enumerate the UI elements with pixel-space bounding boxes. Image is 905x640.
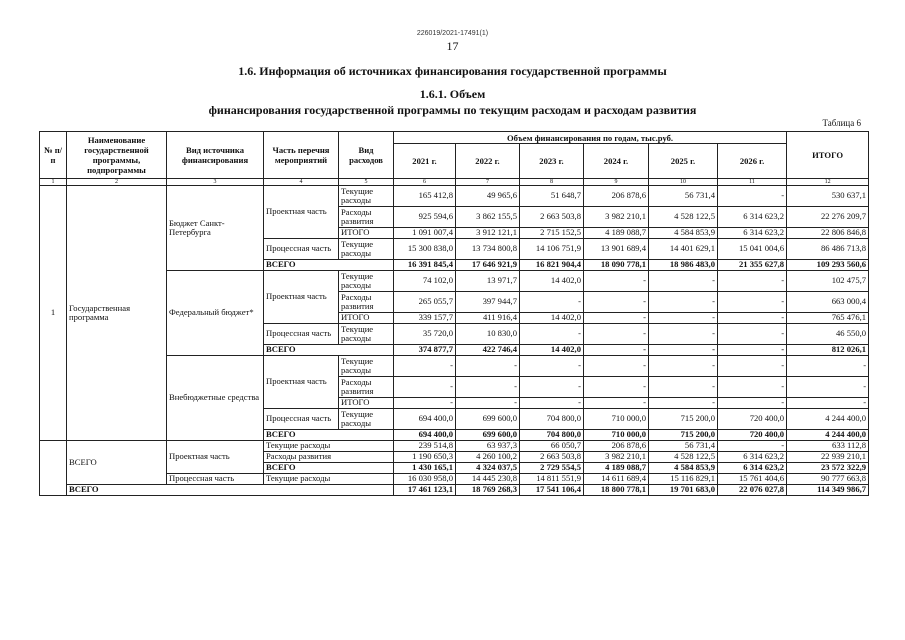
value-cell: 704 800,0 (520, 409, 584, 430)
value-cell: 2 663 503,8 (520, 207, 584, 228)
value-cell: 17 541 106,4 (520, 485, 584, 496)
header-col-total: ИТОГО (787, 132, 869, 179)
part-name: Процессная часть (264, 409, 339, 430)
value-cell: 411 916,4 (456, 313, 520, 324)
value-cell: 4 260 100,2 (456, 452, 520, 463)
header-index: 7 (456, 179, 520, 186)
header-year: 2025 г. (649, 144, 718, 179)
value-cell: 17 461 123,1 (394, 485, 456, 496)
value-cell: 66 050,7 (520, 441, 584, 452)
expense-type: Текущие расходы (264, 441, 394, 452)
value-cell: 422 746,4 (456, 345, 520, 356)
value-cell: 74 102,0 (394, 271, 456, 292)
value-cell: - (718, 271, 787, 292)
value-cell: 14 401 629,1 (649, 239, 718, 260)
value-cell: - (394, 398, 456, 409)
value-cell: - (520, 356, 584, 377)
value-cell: 206 878,6 (584, 441, 649, 452)
value-cell: 14 611 689,4 (584, 474, 649, 485)
value-cell: - (718, 398, 787, 409)
value-cell: - (718, 186, 787, 207)
expense-type: Текущие расходы (339, 239, 394, 260)
value-cell: - (394, 356, 456, 377)
value-cell: - (787, 398, 869, 409)
value-cell: 3 862 155,5 (456, 207, 520, 228)
header-index: 10 (649, 179, 718, 186)
value-cell: 530 637,1 (787, 186, 869, 207)
value-cell: 49 965,6 (456, 186, 520, 207)
value-cell: 18 769 268,3 (456, 485, 520, 496)
value-cell: - (584, 324, 649, 345)
value-cell: 633 112,8 (787, 441, 869, 452)
value-cell: 109 293 560,6 (787, 260, 869, 271)
total-label: ВСЕГО (264, 430, 394, 441)
value-cell: 206 878,6 (584, 186, 649, 207)
value-cell: 16 391 845,4 (394, 260, 456, 271)
value-cell: 715 200,0 (649, 430, 718, 441)
empty-cell (40, 441, 67, 496)
value-cell: 51 648,7 (520, 186, 584, 207)
expense-type: Текущие расходы (339, 324, 394, 345)
value-cell: 22 076 027,8 (718, 485, 787, 496)
expense-type: Расходы развития (339, 207, 394, 228)
value-cell: 694 400,0 (394, 409, 456, 430)
value-cell: 1 190 650,3 (394, 452, 456, 463)
value-cell: - (584, 356, 649, 377)
value-cell: 23 572 322,9 (787, 463, 869, 474)
value-cell: 2 663 503,8 (520, 452, 584, 463)
value-cell: 22 939 210,1 (787, 452, 869, 463)
row-number: 1 (40, 186, 67, 441)
value-cell: 56 731,4 (649, 186, 718, 207)
header-col-type: Вид расходов (339, 132, 394, 179)
subsection-subtitle: финансирования государственной программы по текущим расходам и расходам развития (208, 103, 697, 117)
header-index: 11 (718, 179, 787, 186)
header-index: 1 (40, 179, 67, 186)
grand-total-label: ВСЕГО (67, 485, 394, 496)
total-label: ВСЕГО (264, 345, 394, 356)
value-cell: 14 402,0 (520, 345, 584, 356)
header-col-source: Вид источника финансирования (167, 132, 264, 179)
total-label: ВСЕГО (264, 463, 394, 474)
section-heading: 1.6. Информация об источниках финансирования государственной программы (238, 64, 667, 78)
value-cell: 35 720,0 (394, 324, 456, 345)
value-cell: 6 314 623,2 (718, 463, 787, 474)
value-cell: 6 314 623,2 (718, 452, 787, 463)
expense-type: ИТОГО (339, 398, 394, 409)
value-cell: 699 600,0 (456, 430, 520, 441)
value-cell: 14 402,0 (520, 271, 584, 292)
value-cell: 710 000,0 (584, 409, 649, 430)
value-cell: 14 106 751,9 (520, 239, 584, 260)
part-name: Проектная часть (264, 271, 339, 324)
value-cell: 715 200,0 (649, 409, 718, 430)
part-name: Проектная часть (264, 186, 339, 239)
value-cell: 4 584 853,9 (649, 228, 718, 239)
financing-table (39, 131, 869, 496)
value-cell: 18 986 483,0 (649, 260, 718, 271)
value-cell: - (718, 356, 787, 377)
value-cell: 18 090 778,1 (584, 260, 649, 271)
value-cell: 13 901 689,4 (584, 239, 649, 260)
header-index: 2 (67, 179, 167, 186)
value-cell: 165 412,8 (394, 186, 456, 207)
value-cell: 704 800,0 (520, 430, 584, 441)
value-cell: 4 324 037,5 (456, 463, 520, 474)
header-index: 6 (394, 179, 456, 186)
value-cell: 2 729 554,5 (520, 463, 584, 474)
value-cell: 6 314 623,2 (718, 207, 787, 228)
value-cell: 694 400,0 (394, 430, 456, 441)
header-index: 12 (787, 179, 869, 186)
value-cell: - (649, 292, 718, 313)
value-cell: - (456, 356, 520, 377)
header-index: 3 (167, 179, 264, 186)
expense-type: Текущие расходы (339, 186, 394, 207)
subsection-heading: 1.6.1. Объем (419, 87, 486, 101)
value-cell: 22 276 209,7 (787, 207, 869, 228)
value-cell: - (649, 324, 718, 345)
all-sources-label: ВСЕГО (67, 441, 167, 485)
header-index: 4 (264, 179, 339, 186)
value-cell: 22 806 846,8 (787, 228, 869, 239)
value-cell: 3 982 210,1 (584, 452, 649, 463)
value-cell: 3 912 121,1 (456, 228, 520, 239)
value-cell: 18 800 778,1 (584, 485, 649, 496)
part-name: Проектная часть (264, 356, 339, 409)
table-row (40, 441, 869, 452)
value-cell: 663 000,4 (787, 292, 869, 313)
value-cell: - (394, 377, 456, 398)
value-cell: 397 944,7 (456, 292, 520, 313)
value-cell: - (649, 356, 718, 377)
value-cell: 720 400,0 (718, 430, 787, 441)
expense-type: Расходы развития (339, 377, 394, 398)
value-cell: 4 189 088,7 (584, 463, 649, 474)
document-id: 226019/2021-17491(1) (416, 30, 489, 37)
value-cell: - (718, 313, 787, 324)
value-cell: 102 475,7 (787, 271, 869, 292)
value-cell: - (718, 377, 787, 398)
value-cell: 14 402,0 (520, 313, 584, 324)
source-name: Внебюджетные средства (167, 356, 264, 441)
part-name: Процессная часть (167, 474, 264, 485)
value-cell: - (584, 313, 649, 324)
value-cell: 239 514,8 (394, 441, 456, 452)
page-number: 17 (446, 39, 459, 53)
header-row-1 (40, 132, 869, 144)
value-cell: - (718, 324, 787, 345)
part-name: Процессная часть (264, 239, 339, 260)
value-cell: - (520, 292, 584, 313)
value-cell: - (584, 271, 649, 292)
header-index: 9 (584, 179, 649, 186)
value-cell: - (520, 324, 584, 345)
header-col-name: Наименование государственной программы, подпрограммы (67, 132, 167, 179)
expense-type: Текущие расходы (339, 271, 394, 292)
value-cell: - (787, 377, 869, 398)
value-cell: 265 055,7 (394, 292, 456, 313)
value-cell: 90 777 663,8 (787, 474, 869, 485)
value-cell: 114 349 986,7 (787, 485, 869, 496)
table-body (40, 132, 869, 496)
value-cell: 1 091 007,4 (394, 228, 456, 239)
value-cell: 16 030 958,0 (394, 474, 456, 485)
expense-type: Текущие расходы (339, 409, 394, 430)
value-cell: - (520, 398, 584, 409)
header-index: 8 (520, 179, 584, 186)
value-cell: 10 830,0 (456, 324, 520, 345)
value-cell: 13 734 800,8 (456, 239, 520, 260)
value-cell: - (456, 377, 520, 398)
header-index: 5 (339, 179, 394, 186)
value-cell: 15 300 838,0 (394, 239, 456, 260)
value-cell: 720 400,0 (718, 409, 787, 430)
part-name: Процессная часть (264, 324, 339, 345)
expense-type: ИТОГО (339, 228, 394, 239)
source-name: Бюджет Санкт-Петербурга (167, 186, 264, 271)
program-name: Государственная программа (67, 186, 167, 441)
value-cell: 4 528 122,5 (649, 452, 718, 463)
value-cell: 4 189 088,7 (584, 228, 649, 239)
expense-type: Текущие расходы (339, 356, 394, 377)
source-name: Федеральный бюджет* (167, 271, 264, 356)
value-cell: - (718, 345, 787, 356)
value-cell: 86 486 713,8 (787, 239, 869, 260)
value-cell: 925 594,6 (394, 207, 456, 228)
value-cell: 4 584 853,9 (649, 463, 718, 474)
header-col-volume: Объем финансирования по годам, тыс.руб. (394, 132, 787, 144)
value-cell: 56 731,4 (649, 441, 718, 452)
header-year: 2026 г. (718, 144, 787, 179)
value-cell: 374 877,7 (394, 345, 456, 356)
value-cell: 46 550,0 (787, 324, 869, 345)
value-cell: - (584, 345, 649, 356)
total-label: ВСЕГО (264, 260, 394, 271)
header-year: 2022 г. (456, 144, 520, 179)
value-cell: 21 355 627,8 (718, 260, 787, 271)
value-cell: 15 116 829,1 (649, 474, 718, 485)
value-cell: 3 982 210,1 (584, 207, 649, 228)
header-year: 2021 г. (394, 144, 456, 179)
value-cell: - (649, 398, 718, 409)
value-cell: - (584, 292, 649, 313)
part-name: Проектная часть (167, 441, 264, 474)
value-cell: 19 701 683,0 (649, 485, 718, 496)
expense-type: Расходы развития (339, 292, 394, 313)
value-cell: 4 528 122,5 (649, 207, 718, 228)
value-cell: - (520, 377, 584, 398)
value-cell: 16 821 904,4 (520, 260, 584, 271)
value-cell: 17 646 921,9 (456, 260, 520, 271)
value-cell: 699 600,0 (456, 409, 520, 430)
table-row (40, 186, 869, 207)
expense-type: Текущие расходы (264, 474, 394, 485)
value-cell: 6 314 623,2 (718, 228, 787, 239)
expense-type: ИТОГО (339, 313, 394, 324)
value-cell: 15 041 004,6 (718, 239, 787, 260)
value-cell: - (718, 441, 787, 452)
value-cell: - (649, 271, 718, 292)
expense-type: Расходы развития (264, 452, 394, 463)
value-cell: 339 157,7 (394, 313, 456, 324)
value-cell: 14 811 551,9 (520, 474, 584, 485)
value-cell: 4 244 400,0 (787, 409, 869, 430)
value-cell: - (649, 345, 718, 356)
value-cell: 812 026,1 (787, 345, 869, 356)
value-cell: 15 761 404,6 (718, 474, 787, 485)
value-cell: 765 476,1 (787, 313, 869, 324)
header-year: 2024 г. (584, 144, 649, 179)
value-cell: 63 937,3 (456, 441, 520, 452)
value-cell: - (649, 313, 718, 324)
value-cell: - (649, 377, 718, 398)
value-cell: 1 430 165,1 (394, 463, 456, 474)
value-cell: - (584, 398, 649, 409)
value-cell: - (456, 398, 520, 409)
header-col-part: Часть перечня мероприятий (264, 132, 339, 179)
table-label: Таблица 6 (822, 118, 861, 128)
table-row-grand-total (40, 485, 869, 496)
header-index-row (40, 179, 869, 186)
value-cell: - (584, 377, 649, 398)
value-cell: 710 000,0 (584, 430, 649, 441)
value-cell: 14 445 230,8 (456, 474, 520, 485)
header-col-no: № п/п (40, 132, 67, 179)
value-cell: 2 715 152,5 (520, 228, 584, 239)
value-cell: 4 244 400,0 (787, 430, 869, 441)
value-cell: 13 971,7 (456, 271, 520, 292)
value-cell: - (718, 292, 787, 313)
value-cell: - (787, 356, 869, 377)
header-year: 2023 г. (520, 144, 584, 179)
